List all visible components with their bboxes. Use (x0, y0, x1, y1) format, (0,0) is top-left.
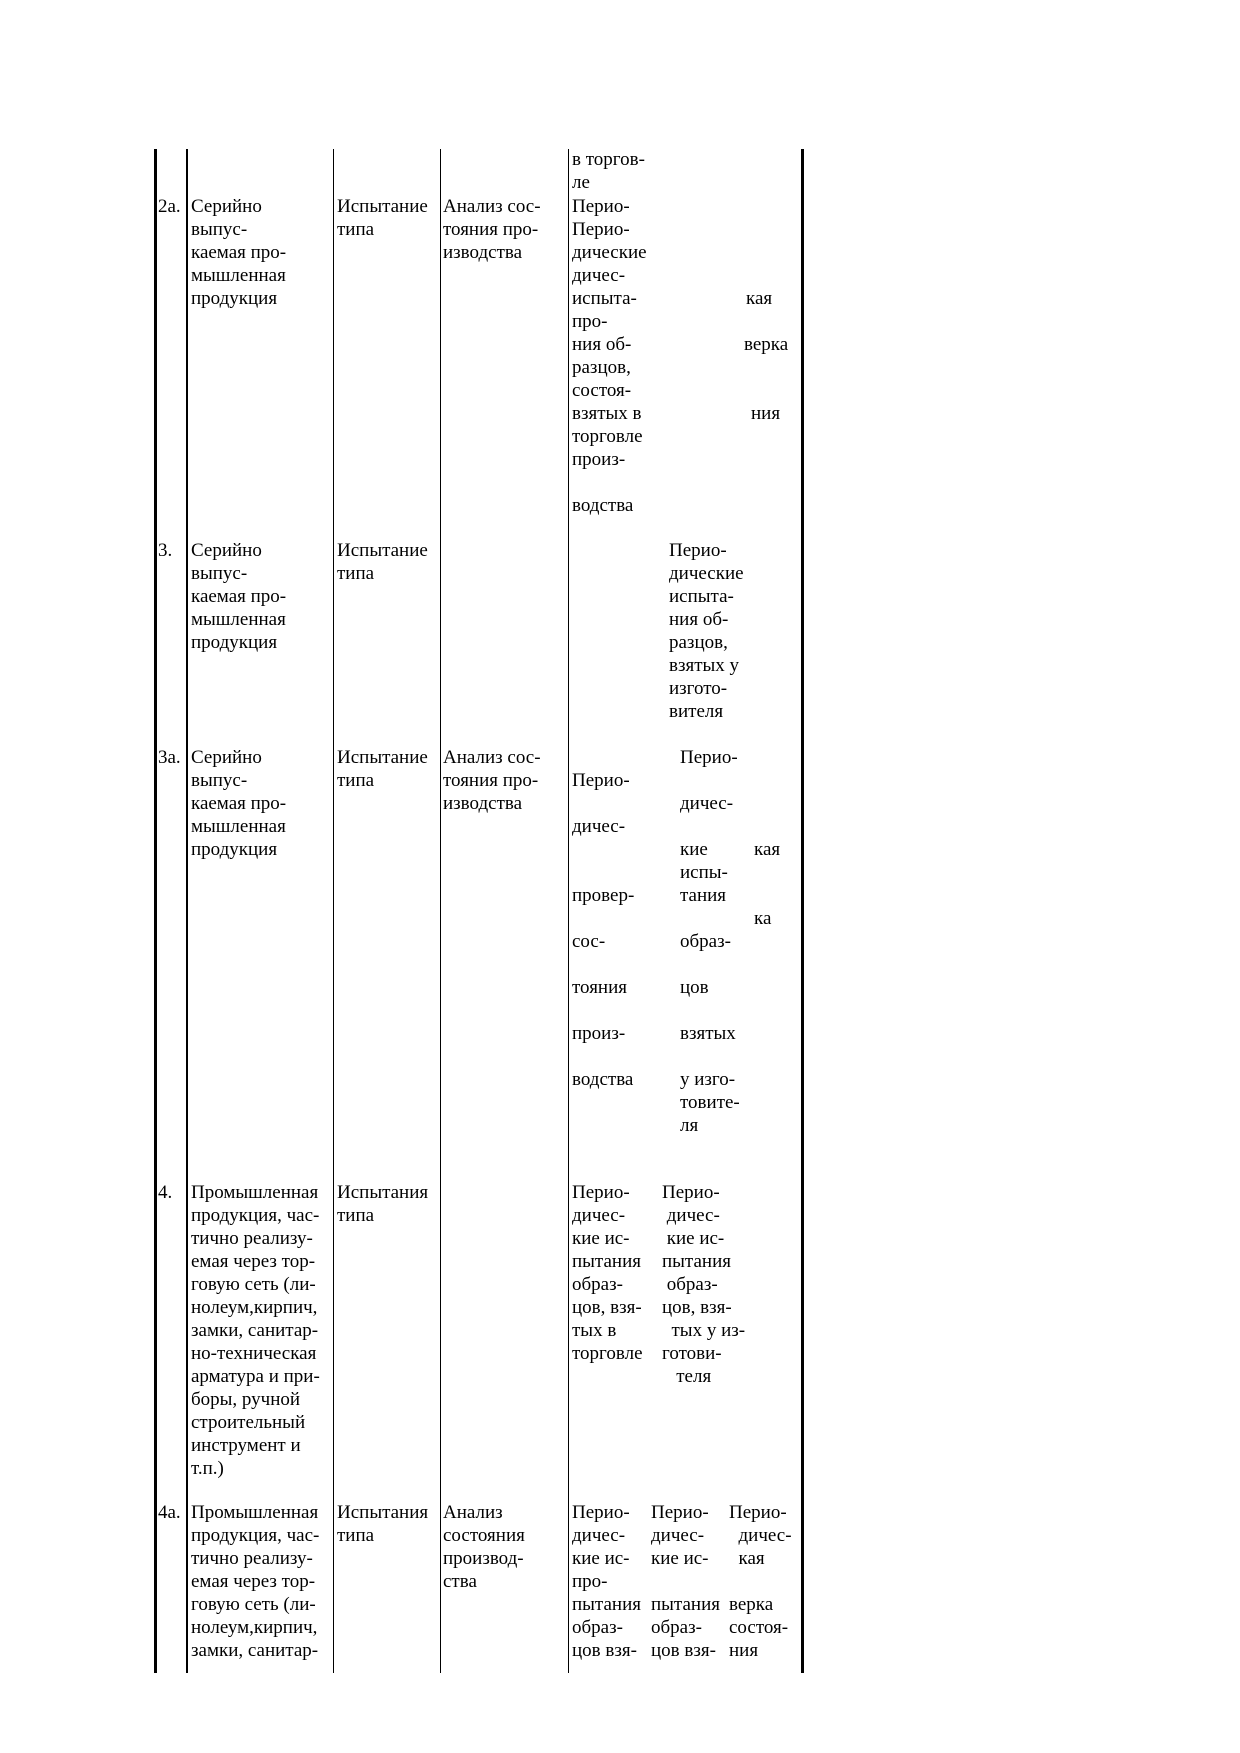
table-cell: Перио- дичес- кие ис- пытания образ- цов, взя- тых в торговле (572, 1182, 643, 1364)
column-divider (333, 149, 334, 1673)
column-divider (568, 149, 569, 1673)
product-cell: Серийно выпус- каемая про- мышленная продукция (191, 747, 287, 860)
table-cell: верка (744, 334, 789, 355)
analysis-cell: Анализ состояния производ- ства (443, 1502, 525, 1592)
analysis-cell: Анализ сос- тояния про- изводства (443, 747, 541, 814)
table-cell: Перио- дичес- кие ис- пытания образ- цов взя- (651, 1502, 720, 1661)
table-cell: кая ка (754, 839, 781, 929)
table-border-left (154, 149, 157, 1673)
table-cell: Перио- дичес- кие ис- пытания образ- цов, взя- тых у из- готови- теля (662, 1182, 746, 1387)
row-number: 2а. (158, 196, 181, 217)
scheme-cell: Испытания типа (337, 1182, 429, 1226)
table-cell: Перио- дичес- кая верка состоя- ния (729, 1502, 792, 1661)
scheme-cell: Испытание типа (337, 747, 428, 791)
column-divider (186, 149, 188, 1673)
product-cell: Промышленная продукция, час- тично реализу- емая через тор- говую сеть (ли- нолеум,кирпич, замки, санитар- (191, 1502, 320, 1661)
analysis-cell: Анализ сос- тояния про- изводства (443, 196, 541, 263)
table-cell: в торгов- ле (572, 149, 645, 193)
table-cell: кая (746, 288, 773, 309)
column-divider (440, 149, 441, 1673)
scheme-cell: Испытания типа (337, 1502, 429, 1546)
table-cell: Перио- Перио- дические дичес- испыта- про- ния об- разцов, состоя- взятых в торговле произ- водства (572, 196, 647, 516)
row-number: 4а. (158, 1502, 181, 1523)
table-cell: Перио- дичес- провер- сос- тояния произ- водства (572, 770, 635, 1090)
product-cell: Промышленная продукция, час- тично реализу- емая через тор- говую сеть (ли- нолеум,кирпич, замки, санитар- но-техническая арматура и при- боры, ручной строительный инструмент и т.п.) (191, 1182, 320, 1479)
table-cell: Перио- дичес- кие испы- тания образ- цов взятых у изго- товите- ля (680, 747, 740, 1136)
product-cell: Серийно выпус- каемая про- мышленная продукция (191, 196, 287, 309)
scheme-cell: Испытание типа (337, 196, 428, 240)
table-border-right (801, 149, 804, 1673)
table-cell: ния (751, 403, 781, 424)
scheme-cell: Испытание типа (337, 540, 428, 584)
row-number: 3. (158, 540, 173, 561)
row-number: 4. (158, 1182, 173, 1203)
table-cell: Перио- дические испыта- ния об- разцов, взятых у изгото- вителя (669, 540, 744, 722)
row-number: 3а. (158, 747, 181, 768)
product-cell: Серийно выпус- каемая про- мышленная продукция (191, 540, 287, 653)
table-cell: Перио- дичес- кие ис- про- пытания образ- цов взя- (572, 1502, 641, 1661)
